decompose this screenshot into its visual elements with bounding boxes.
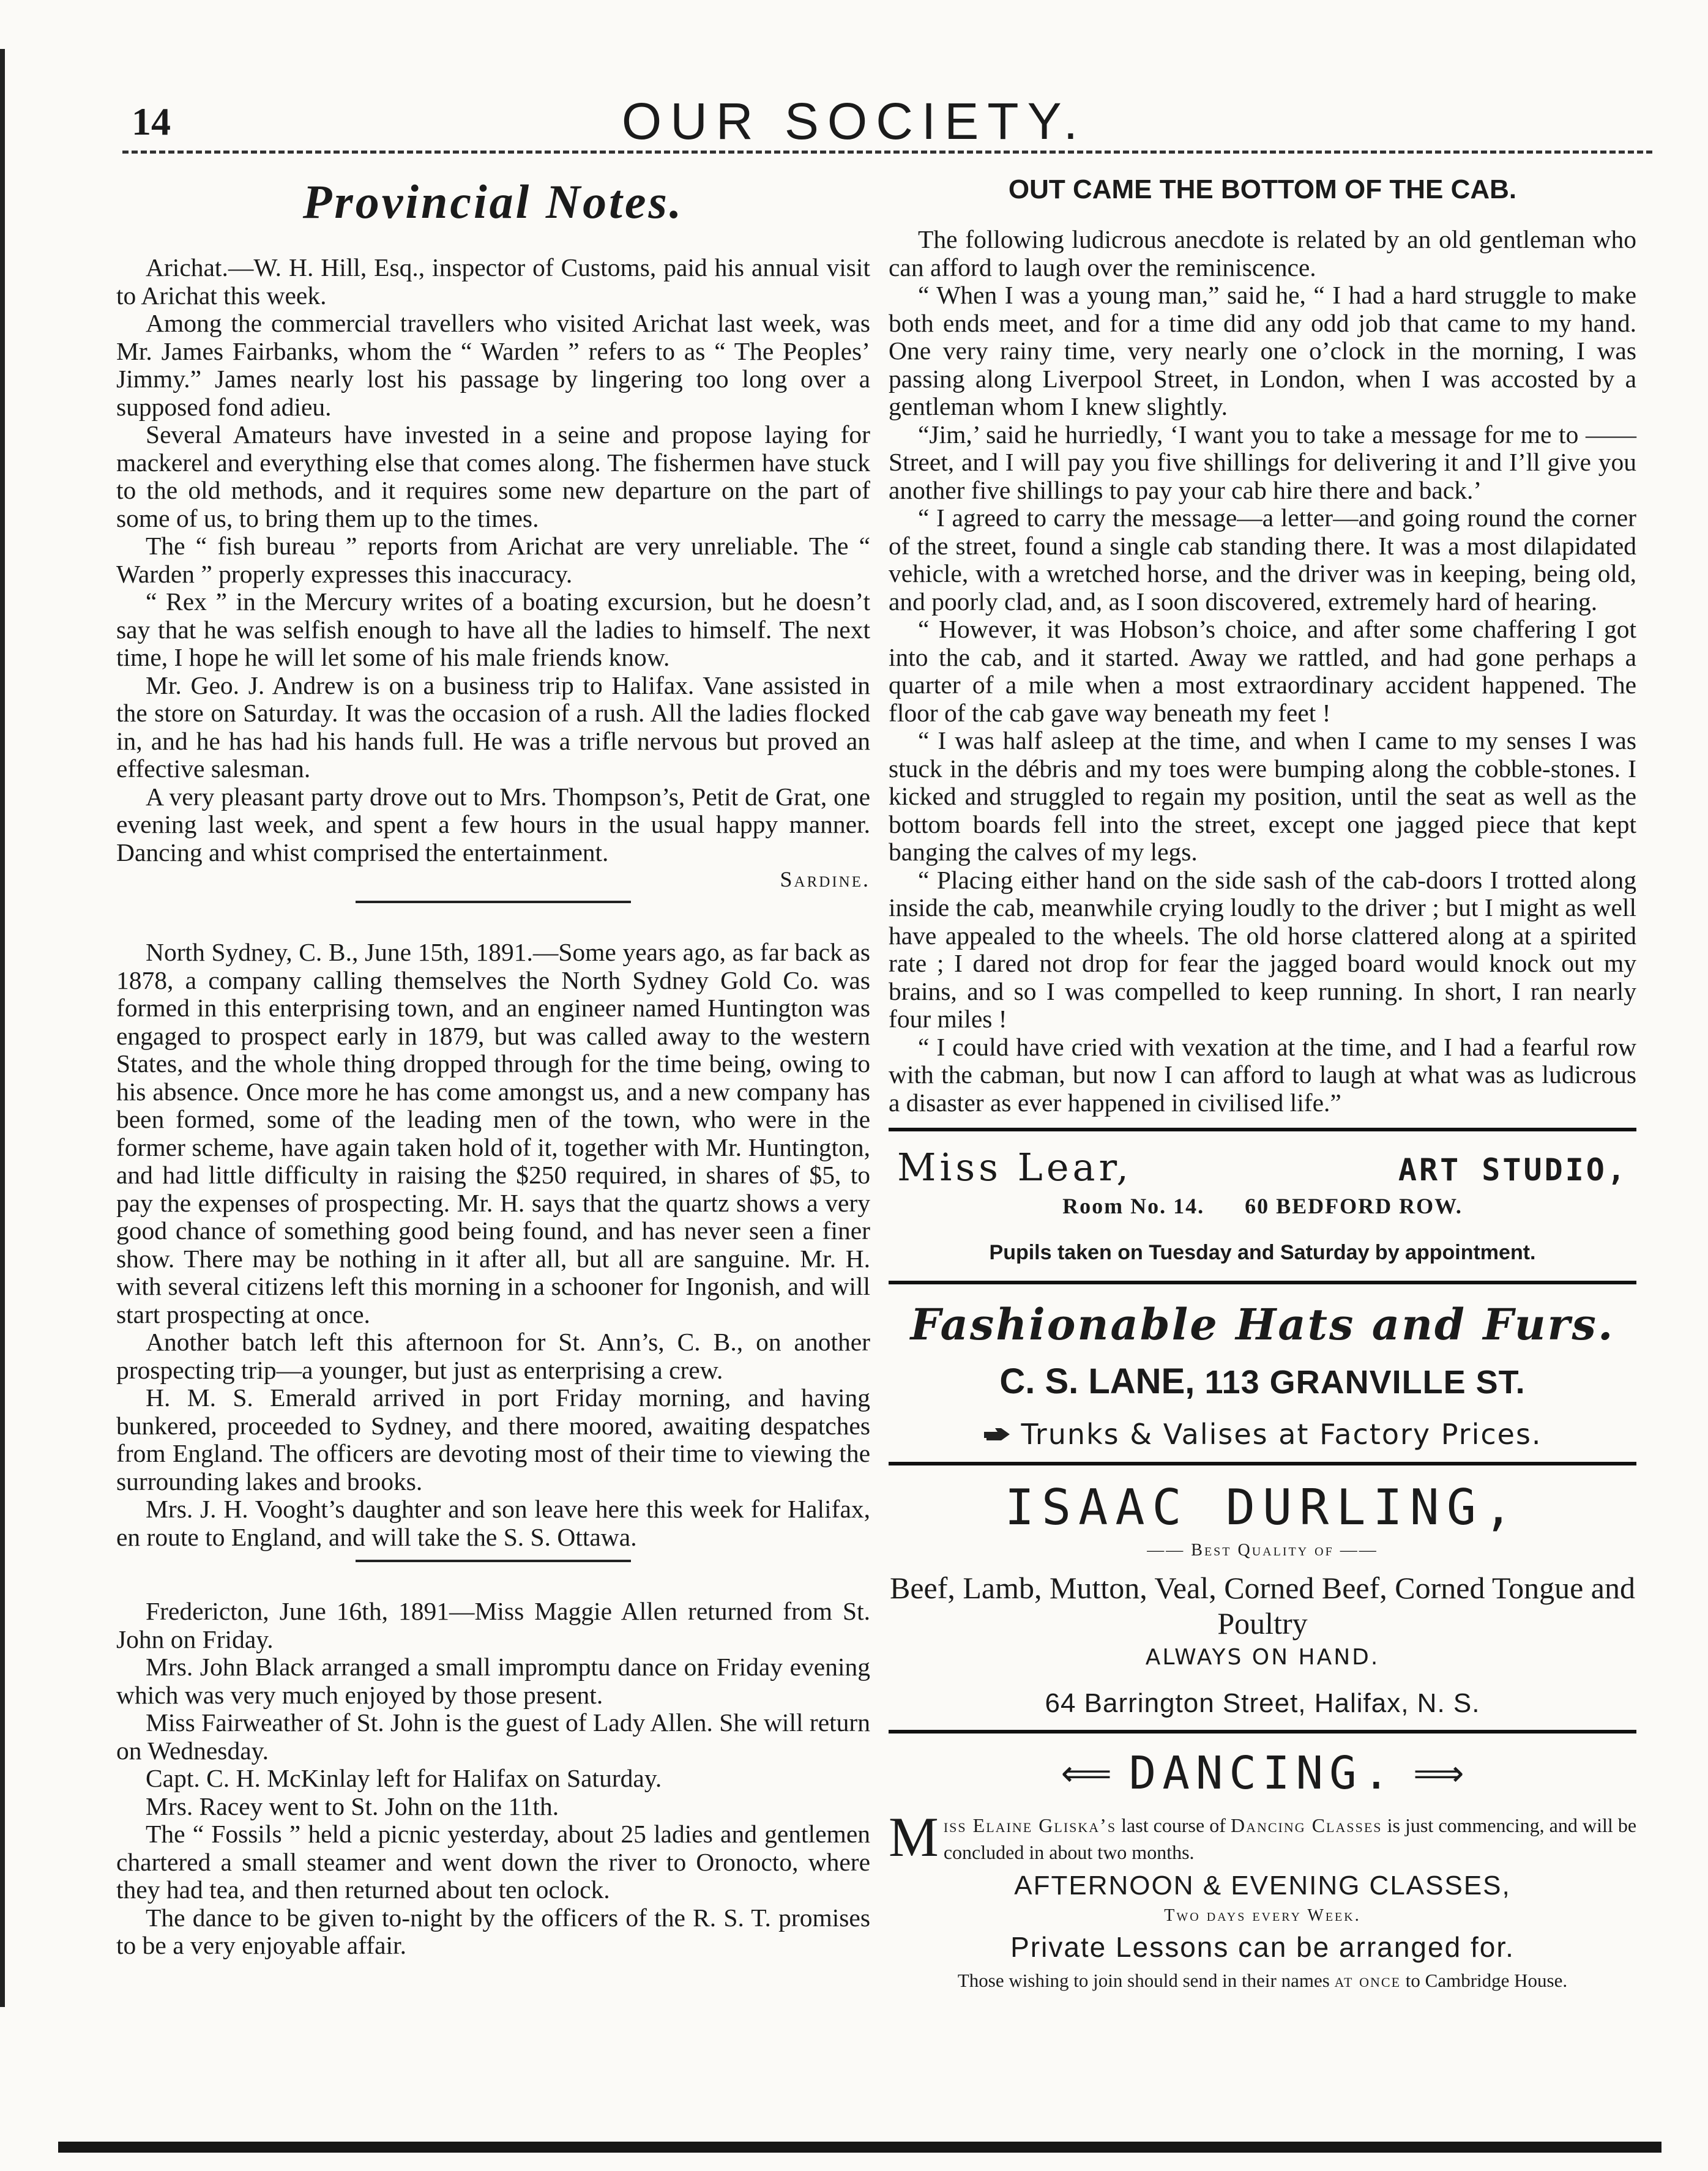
arichat-paragraph: The “ fish bureau ” reports from Arichat are very unreliable. The “ Warden ” properly expresses this inaccuracy. bbox=[116, 532, 870, 588]
ad-divider bbox=[889, 1462, 1636, 1465]
fredericton-paragraph: Mrs. Racey went to St. John on the 11th. bbox=[146, 1792, 559, 1820]
arichat-paragraph: Several Amateurs have invested in a seine and propose laying for mackerel and everything else that comes along. The fishermen have stuck to the old methods, and it requires some new departure on the part of some of us, to bring them up to the times. bbox=[116, 420, 870, 532]
pointing-hand-icon bbox=[983, 1418, 1011, 1451]
trunks-valises-line: Trunks & Valises at Factory Prices. bbox=[1021, 1418, 1542, 1451]
dancing-classes-label: Dancing Classes bbox=[1230, 1814, 1382, 1836]
ad-divider bbox=[889, 1281, 1636, 1284]
cab-story-paragraph: The following ludicrous anecdote is related by an old gentleman who can afford to laugh over the reminiscence. bbox=[889, 225, 1636, 281]
fredericton-paragraph: Miss Fairweather of St. John is the guest of Lady Allen. She will return on Wednesday. bbox=[116, 1708, 870, 1765]
art-studio-label: ART STUDIO, bbox=[1398, 1152, 1628, 1188]
left-arrow-ornament-icon: ⟸ bbox=[1061, 1752, 1112, 1794]
dancing-text-b: is just commencing, and will be concluded in about two months. bbox=[943, 1814, 1637, 1863]
durling-ad bbox=[889, 1479, 1636, 1719]
dancing-heading: DANCING. bbox=[1128, 1747, 1397, 1800]
north-sydney-paragraph: H. M. S. Emerald arrived in port Friday morning, and having bunkered, proceeded to Sydney, and there moored, awaiting despatches from England. The officers are devoting most of their time to viewing the surrounding lakes and brooks. bbox=[116, 1383, 870, 1495]
cab-story-title: OUT CAME THE BOTTOM OF THE CAB. bbox=[1008, 174, 1517, 204]
arichat-paragraph: Among the commercial travellers who visited Arichat last week, was Mr. James Fairbanks, whom the “ Warden ” refers to as “ The Peoples’ Jimmy.” James nearly lost his passage by lingering too long over a supposed fond adieu. bbox=[116, 309, 870, 421]
lane-address: 113 GRANVILLE ST. bbox=[1204, 1364, 1526, 1401]
teacher-name: iss Elaine Gliska’s bbox=[943, 1814, 1117, 1836]
lear-name: Miss Lear, bbox=[897, 1145, 1133, 1190]
dancing-classes-text bbox=[944, 1812, 1636, 1866]
cab-story-paragraph: “ I could have cried with vexation at the time, and I had a fearful row with the cabman, but now I can afford to laugh at what was as ludicrous a disaster as ever happened in civilised life.” bbox=[889, 1032, 1636, 1117]
bottom-scan-bar bbox=[58, 2142, 1661, 2153]
lear-room: Room No. 14. bbox=[1062, 1194, 1205, 1218]
left-column bbox=[116, 174, 870, 1960]
ad-divider bbox=[889, 1730, 1636, 1733]
fredericton-paragraph: The dance to be given to-night by the officers of the R. S. T. promises to be a very enjoyable affair. bbox=[116, 1903, 870, 1959]
section-divider bbox=[356, 901, 631, 903]
lear-pupils-note: Pupils taken on Tuesday and Saturday by appointment. bbox=[989, 1241, 1536, 1264]
cab-story-paragraph: “Jim,’ said he hurriedly, ‘I want you to take a message for me to —— Street, and I will pay you five shillings for delivering it and I’ll give you another five shillings to pay your cab hire there and back.’ bbox=[889, 420, 1636, 504]
section-divider bbox=[356, 1560, 631, 1562]
fredericton-paragraph: Mrs. John Black arranged a small impromptu dance on Friday evening which was very much enjoyed by those present. bbox=[116, 1653, 870, 1709]
always-on-hand: ALWAYS ON HAND. bbox=[1145, 1645, 1380, 1670]
north-sydney-paragraph: North Sydney, C. B., June 15th, 1891.—Some years ago, as far back as 1878, a company calling themselves the North Sydney Gold Co. was formed in this enterprising town, and an engineer named Huntington was engaged to prospect early in 1879, but was called away to the western States, and the whole thing dropped through for the time being, owing to his absence. Once more he has come amongst us, and a new company has been formed, some of the leading men of the town, who were in the former scheme, have again taken hold of it, together with Mr. Huntington, and had little difficulty in raising the $250 required, in shares of $5, to pay the expenses of prospecting. Mr. H. says that the quartz shows a very good chance of something good being found, and has never seen a finer show. There may be nothing in it after all, but all are sanguine. Mr. H. with several citizens left this morning in a schooner for Ingonish, and will start prospecting at once. bbox=[116, 938, 870, 1328]
meats-list: Beef, Lamb, Mutton, Veal, Corned Beef, Corned Tongue and Poultry bbox=[890, 1571, 1635, 1640]
enrolment-text-b: to Cambridge House. bbox=[1405, 1970, 1568, 1991]
provincial-notes-title: Provincial Notes. bbox=[302, 175, 684, 228]
page-number: 14 bbox=[132, 100, 171, 143]
dancing-ad bbox=[889, 1747, 1636, 1993]
header-rule bbox=[122, 151, 1652, 154]
cab-story-paragraph: “ Placing either hand on the side sash of the cab-doors I trotted along inside the cab, meanwhile crying loudly to the driver ; but I might as well have appealed to the wheels. The old horse clattered along at a spirited rate ; I dared not drop for fear the jagged board would knock out my brains, and so I was compelled to keep running. In short, I ran nearly four miles ! bbox=[889, 865, 1636, 1033]
arichat-paragraph: Mr. Geo. J. Andrew is on a business trip to Halifax. Vane assisted in the store on Saturday. It was the occasion of a rush. All the ladies flocked in, and he has had his hands full. He was a trifle nervous but proved an effective salesman. bbox=[116, 671, 870, 783]
private-lessons-line: Private Lessons can be arranged for. bbox=[1010, 1931, 1515, 1963]
durling-name: ISAAC DURLING, bbox=[1004, 1479, 1521, 1536]
masthead-title: OUR SOCIETY. bbox=[621, 92, 1087, 150]
signature-sardine: Sardine. bbox=[780, 867, 870, 892]
arichat-paragraph: Arichat.—W. H. Hill, Esq., inspector of Customs, paid his annual visit to Arichat this week. bbox=[116, 253, 870, 310]
enrolment-text-a: Those wishing to join should send in their names bbox=[957, 1970, 1330, 1991]
north-sydney-paragraph: Mrs. J. H. Vooght’s daughter and son leave here this week for Halifax, en route to England, and will take the S. S. Ottawa. bbox=[116, 1495, 870, 1551]
north-sydney-paragraph: Another batch left this afternoon for St. Ann’s, C. B., on another prospecting trip—a younger, but just as enterprising a crew. bbox=[116, 1328, 870, 1384]
two-days-line: Two days every Week. bbox=[1164, 1906, 1361, 1925]
at-once-label: at once bbox=[1334, 1970, 1401, 1991]
afternoon-evening-classes: AFTERNOON & EVENING CLASSES, bbox=[1014, 1871, 1511, 1901]
ad-divider bbox=[889, 1128, 1636, 1131]
right-column bbox=[889, 174, 1636, 1993]
hats-furs-heading: Fashionable Hats and Furs. bbox=[910, 1299, 1615, 1350]
miss-lear-ad bbox=[889, 1145, 1636, 1265]
arichat-paragraph: “ Rex ” in the Mercury writes of a boating excursion, but he doesn’t say that he was selfish enough to have all the ladies to himself. The next time, I hope he will let some of his male friends know. bbox=[116, 587, 870, 671]
drop-cap: M bbox=[889, 1806, 939, 1868]
enrolment-note bbox=[889, 1968, 1636, 1993]
cab-story-paragraph: “ I agreed to carry the message—a letter—and going round the corner of the street, found a single cab standing there. It was a most dilapidated vehicle, with a wretched horse, and the driver was in keeping, being old, and poorly clad, and, as I soon discovered, extremely hard of hearing. bbox=[889, 504, 1636, 616]
cab-story-paragraph: “ However, it was Hobson’s choice, and after some chaffering I got into the cab, and it started. Away we rattled, and had gone perhaps a quarter of a mile when a most extraordinary accident happened. The floor of the cab gave way beneath my feet ! bbox=[889, 615, 1636, 727]
best-quality-line: —— Best Quality of —— bbox=[1147, 1541, 1378, 1560]
lear-address: 60 BEDFORD ROW. bbox=[1245, 1194, 1463, 1218]
lane-name: C. S. LANE, bbox=[999, 1361, 1195, 1401]
fredericton-paragraph: The “ Fossils ” held a picnic yesterday, about 25 ladies and gentlemen chartered a small steamer and went down the river to Oronocto, where they had tea, and then returned about ten oclock. bbox=[116, 1820, 870, 1904]
cab-story-paragraph: “ When I was a young man,” said he, “ I had a hard struggle to make both ends meet, and for a time did any odd job that came to my hand. One very rainy time, very nearly one o’clock in the morning, I was passing along Liverpool Street, in London, when I was accosted by a gentleman whom I knew slightly. bbox=[889, 281, 1636, 420]
dancing-text-a: last course of bbox=[1121, 1814, 1226, 1836]
page-edge bbox=[0, 49, 5, 2007]
cab-story-paragraph: “ I was half asleep at the time, and when I came to my senses I was stuck in the débris and my toes were bumping along the cobble-stones. I kicked and struggled to regain my position, until the seat as well as the bottom boards fell into the street, except one jagged piece that kept banging the calves of my legs. bbox=[889, 726, 1636, 866]
arichat-paragraph: A very pleasant party drove out to Mrs. Thompson’s, Petit de Grat, one evening last week, and spent a few hours in the usual happy manner. Dancing and whist comprised the entertainment. bbox=[116, 782, 870, 866]
fredericton-paragraph: Fredericton, June 16th, 1891—Miss Maggie Allen returned from St. John on Friday. bbox=[116, 1597, 870, 1653]
lane-ad bbox=[889, 1299, 1636, 1451]
right-arrow-ornament-icon: ⟹ bbox=[1413, 1752, 1464, 1794]
barrington-address: 64 Barrington Street, Halifax, N. S. bbox=[1045, 1688, 1480, 1718]
fredericton-paragraph: Capt. C. H. McKinlay left for Halifax on Saturday. bbox=[146, 1764, 662, 1792]
